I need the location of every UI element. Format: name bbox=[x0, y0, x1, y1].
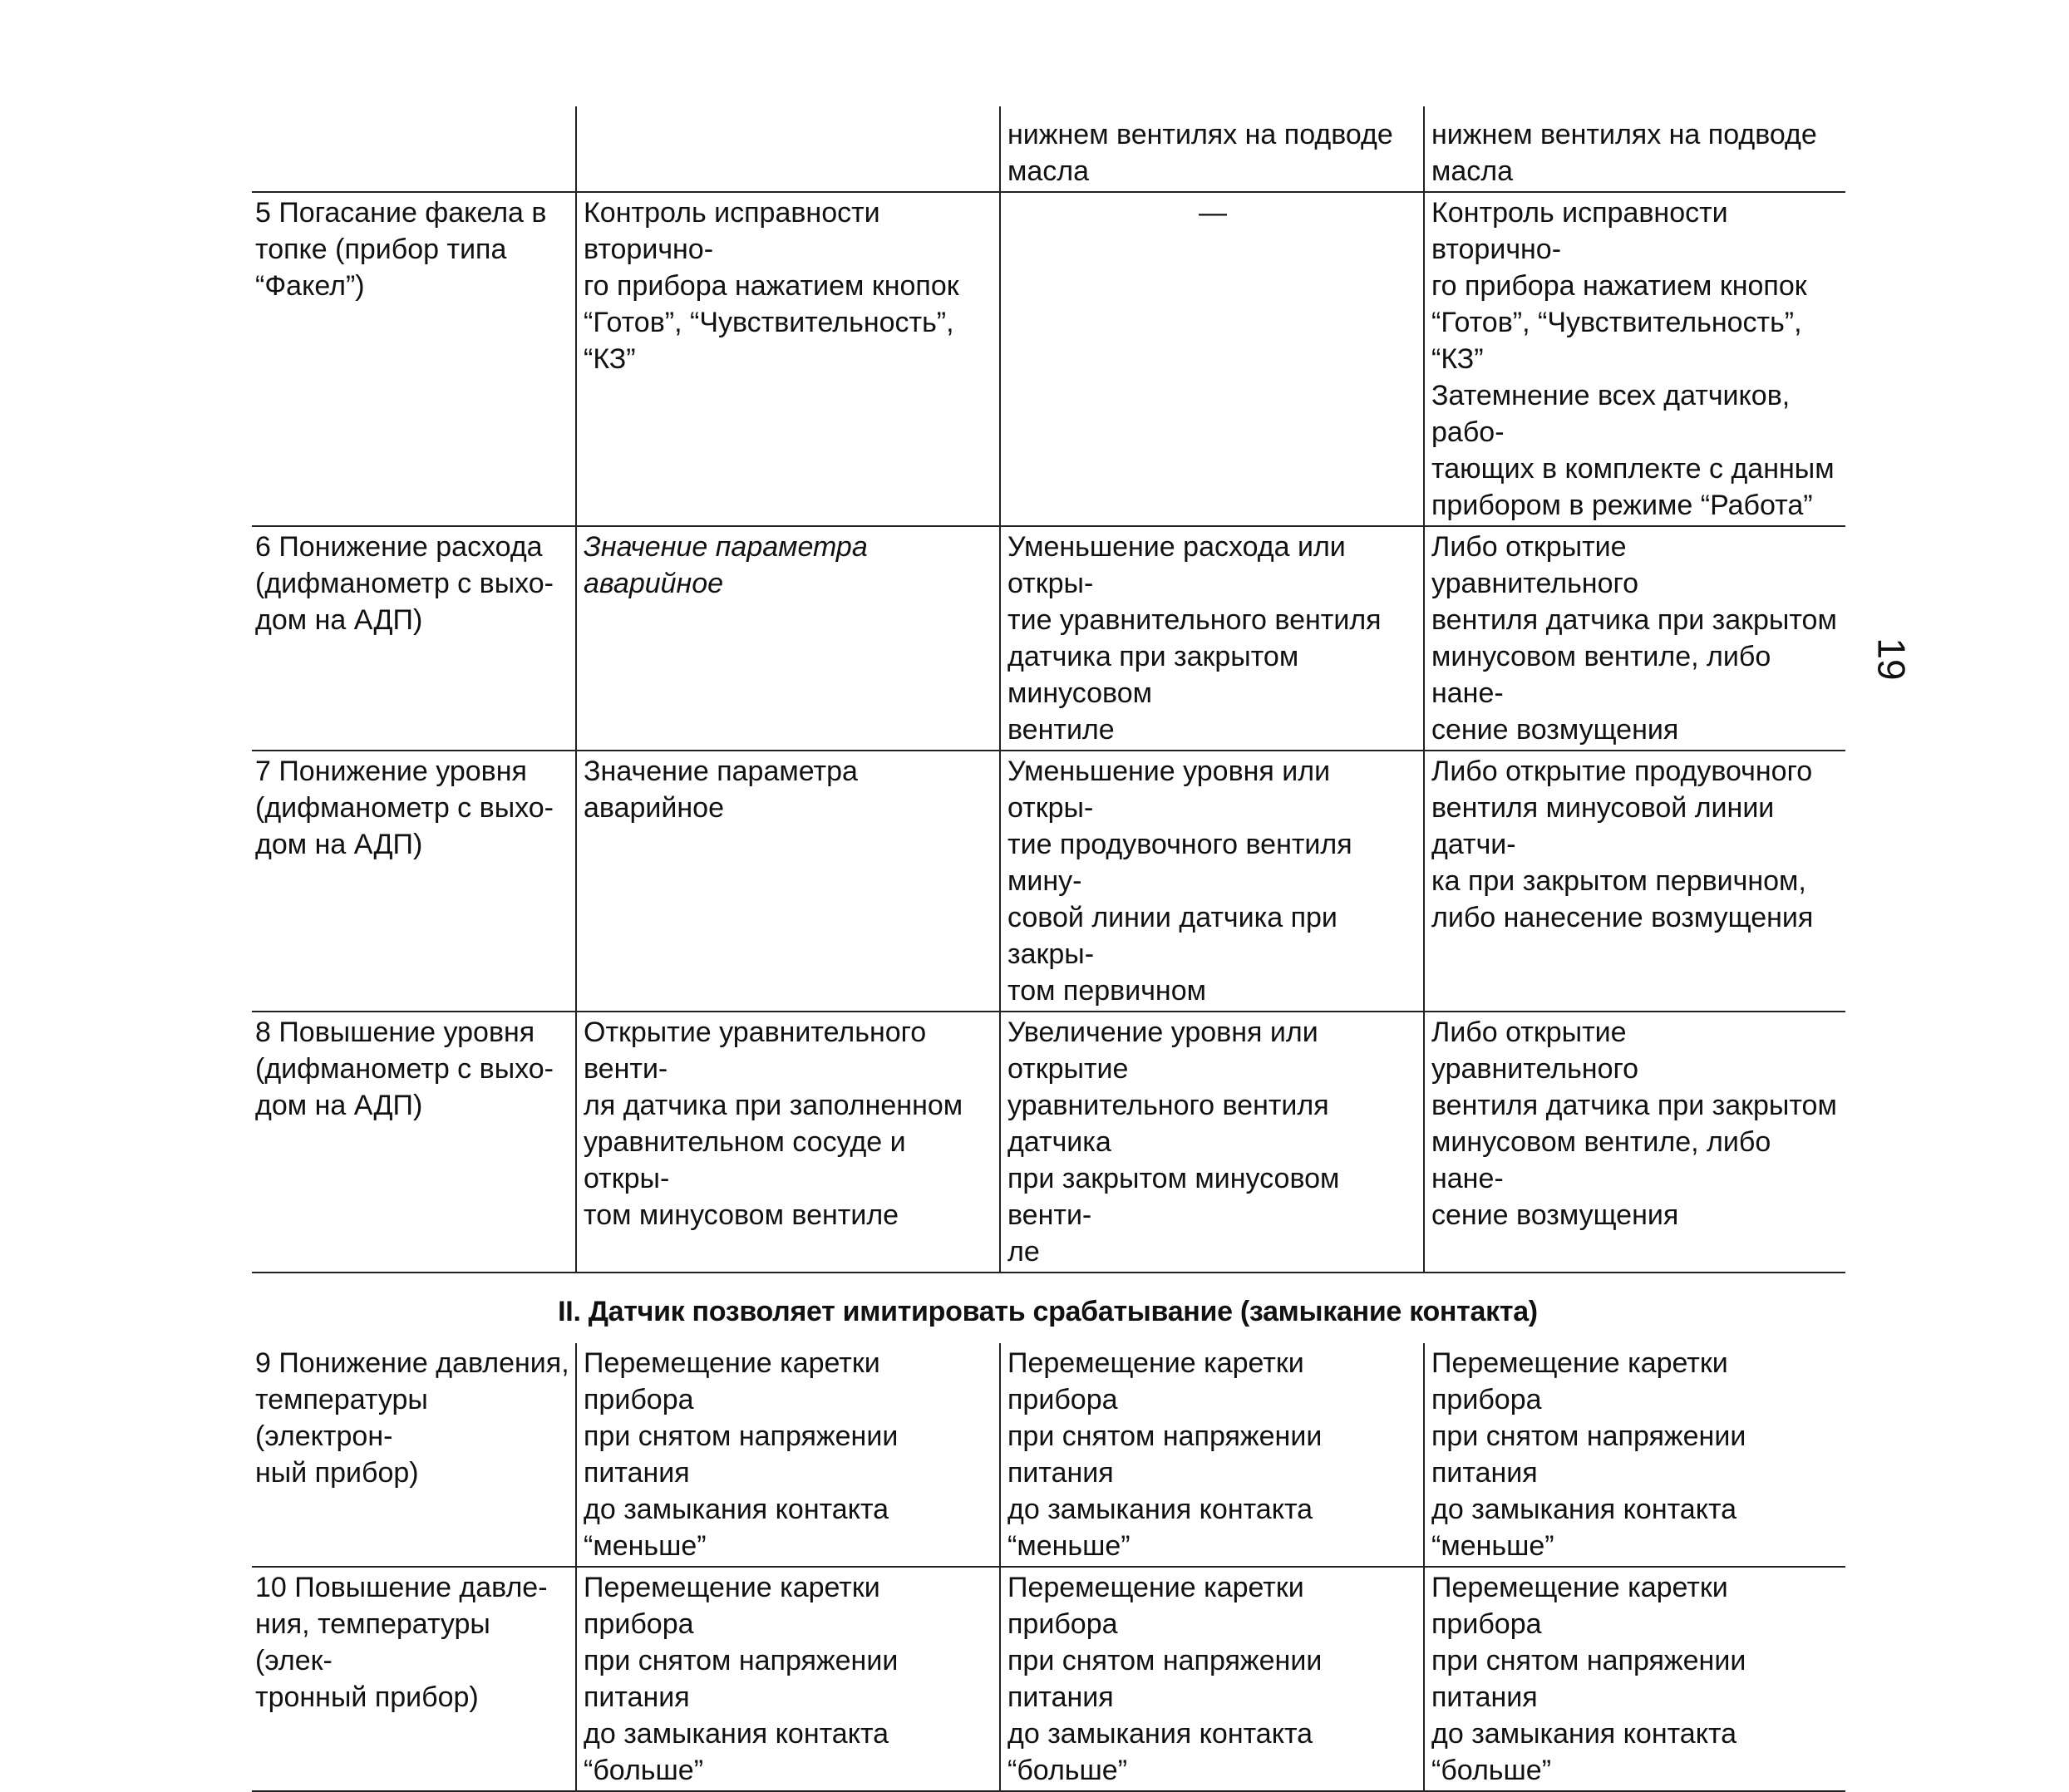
section-heading-row bbox=[252, 1273, 1845, 1343]
table-cell: Контроль исправности вторично- го прибора нажатием кнопок “Готов”, “Чувствительность”, “КЗ” bbox=[576, 192, 1000, 526]
table-cell: 6 Понижение расхода (дифманометр с выхо- дом на АДП) bbox=[252, 526, 576, 751]
table-cell: — bbox=[1000, 192, 1424, 526]
table-cell: Перемещение каретки прибора при снятом напряжении питания до замыкания контакта “больше” bbox=[1424, 1567, 1845, 1791]
table-cell: нижнем вентилях на подводе масла bbox=[1000, 106, 1424, 192]
table-row bbox=[252, 526, 1845, 751]
table-cell: Открытие уравнительного венти- ля датчика при заполненном уравнительном сосуде и откры- том минусовом вентиле bbox=[576, 1012, 1000, 1273]
table-cell: 9 Понижение давления, температуры (электрон- ный прибор) bbox=[252, 1343, 576, 1567]
table-cell: 7 Понижение уровня (дифманометр с выхо- дом на АДП) bbox=[252, 751, 576, 1012]
table-row bbox=[252, 751, 1845, 1012]
section-heading: II. Датчик позволяет имитировать срабатывание (замыкание контакта) bbox=[558, 1296, 1538, 1327]
table-cell: Значение параметра аварийное bbox=[576, 526, 1000, 751]
table-cell: Контроль исправности вторично- го прибора нажатием кнопок “Готов”, “Чувствительность”, “КЗ” Затемнение всех датчиков, рабо- тающих в комплекте с данным прибором в режиме “Работа” bbox=[1424, 192, 1845, 526]
table-cell: 8 Повышение уровня (дифманометр с выхо- дом на АДП) bbox=[252, 1012, 576, 1273]
table-cell: нижнем вентилях на подводе масла bbox=[1424, 106, 1845, 192]
table-row bbox=[252, 1012, 1845, 1273]
table-row bbox=[252, 106, 1845, 192]
table-cell: 10 Повышение давле- ния, температуры (элек- тронный прибор) bbox=[252, 1567, 576, 1791]
table-cell: Перемещение каретки прибора при снятом напряжении питания до замыкания контакта “меньше” bbox=[1424, 1343, 1845, 1567]
table-cell: Уменьшение расхода или откры- тие уравнительного вентиля датчика при закрытом минусовом вентиле bbox=[1000, 526, 1424, 751]
page-number: 19 bbox=[1869, 638, 1914, 681]
table-cell: Увеличение уровня или открытие уравнительного вентиля датчика при закрытом минусовом венти- ле bbox=[1000, 1012, 1424, 1273]
table-row bbox=[252, 1343, 1845, 1567]
table-cell: Перемещение каретки прибора при снятом напряжении питания до замыкания контакта “меньше” bbox=[576, 1343, 1000, 1567]
table-cell: Перемещение каретки прибора при снятом напряжении питания до замыкания контакта “больше” bbox=[576, 1567, 1000, 1791]
table-cell: Перемещение каретки прибора при снятом напряжении питания до замыкания контакта “больше” bbox=[1000, 1567, 1424, 1791]
table-row bbox=[252, 192, 1845, 526]
table-cell bbox=[252, 106, 576, 192]
table-cell: Уменьшение уровня или откры- тие продувочного вентиля мину- совой линии датчика при закры- том первичном bbox=[1000, 751, 1424, 1012]
table-cell: Либо открытие уравнительного вентиля датчика при закрытом минусовом вентиле, либо нане- сение возмущения bbox=[1424, 526, 1845, 751]
table-cell: Либо открытие продувочного вентиля минусовой линии датчи- ка при закрытом первичном, либо нанесение возмущения bbox=[1424, 751, 1845, 1012]
table-cell: 5 Погасание факела в топке (прибор типа “Факел”) bbox=[252, 192, 576, 526]
table-cell bbox=[576, 106, 1000, 192]
table-cell: Перемещение каретки прибора при снятом напряжении питания до замыкания контакта “меньше” bbox=[1000, 1343, 1424, 1567]
table-row bbox=[252, 1567, 1845, 1791]
table-cell: Значение параметра аварийное bbox=[576, 751, 1000, 1012]
test-methods-table bbox=[252, 106, 1845, 1792]
table-cell: Либо открытие уравнительного вентиля датчика при закрытом минусовом вентиле, либо нане- сение возмущения bbox=[1424, 1012, 1845, 1273]
